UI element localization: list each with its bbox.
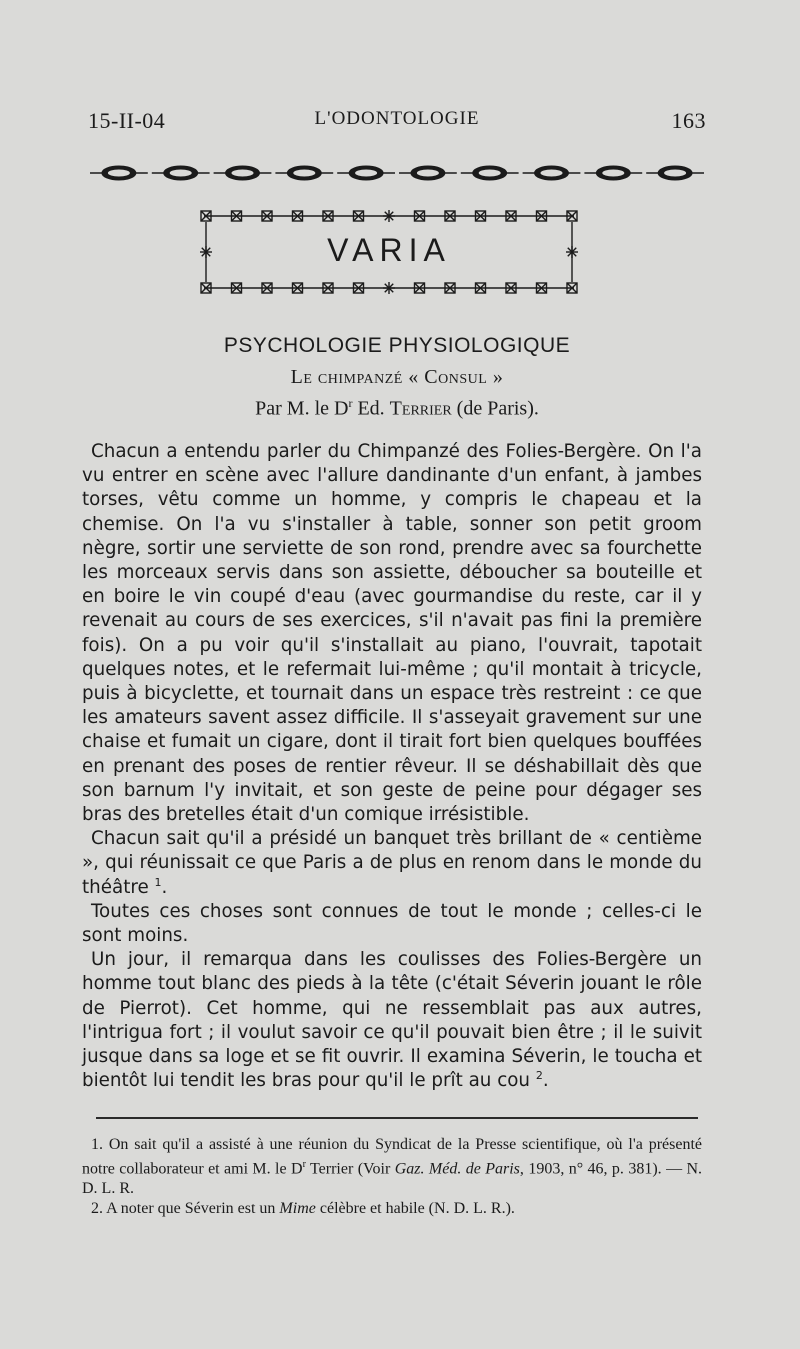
ornament-motif (399, 166, 457, 180)
footnote-1-text: 1. On sait qu'il a assisté à une réunion du Syndicat de la Presse scientifique, où l'a présenté notre collaborateur et ami M. le D (82, 1136, 702, 1178)
page-number: 163 (671, 108, 706, 133)
footnote-2-text: 2. A noter que Séverin est un (91, 1200, 280, 1218)
ornament-motif (646, 166, 704, 180)
ornament-motif (337, 166, 395, 180)
byline-author: Terrier (389, 397, 452, 420)
footnote-1-citation: Gaz. Méd. de Paris (394, 1160, 520, 1178)
ornament-motif (90, 166, 148, 180)
footnote-ref-2[interactable]: 2 (535, 1069, 543, 1083)
footnote-1-sup: r (302, 1159, 306, 1170)
ornament-motif (214, 166, 272, 180)
paragraph-2-text: Chacun sait qu'il a présidé un banquet très brillant de « centième », qui réunissait ce que Paris a de plus en renom dans le monde du théâtre (82, 828, 702, 898)
ornament-motif (523, 166, 581, 180)
paragraph-4-text: Un jour, il remarqua dans les coulisses des Folies-Bergère un homme tout blanc des pieds à la tête (c'était Séverin jouant le rôle de Pierrot). Cet homme, qui ne ressemblait pas aux autres, l'intrigua fort ; il voulut savoir ce qu'il pouvait bien être ; il le suivit jusque dans sa loge et se fit ouvrir. Il examina Séverin, le toucha et bientôt lui tendit les bras pour qu'il le prît au cou (82, 949, 702, 1092)
footnote-2-end: célèbre et habile (N. D. L. R.). (315, 1200, 515, 1218)
paragraph-1: Chacun a entendu parler du Chimpanzé des Folies-Bergère. On l'a vu entrer en scène avec l'allure dandinante d'un enfant, à jambes torses, vêtu comme un homme, y compris le chapeau et la chemise. On l'a vu s'installer à table, sonner son petit groom nègre, sortir une serviette de son rond, prendre avec sa fourchette les morceaux servis dans son assiette, déboucher sa bouteille et en boire le vin coupé d'eau (avec gourmandise du reste, car il y revenait au cours de ses exercices, s'il n'avait pas fini la première fois). On a pu voir qu'il s'installait au piano, l'ouvrait, tapotait quelques notes, et le refermait lui-même ; qu'il montait à tricycle, puis à bicyclette, et tournait dans un espace très restreint : ce que les amateurs savent assez difficile. Il s'asseyait gravement sur une chaise et fumait un cigare, dont il tirait fort bien quelques bouffées en prenant des poses de rentier rêveur. Il se déshabillait dès que son barnum l'y invitait, et son geste de peine pour dégager ses bras des bretelles était d'un comique irrésistible. (82, 441, 702, 826)
paragraph-4-end: . (542, 1070, 549, 1092)
paragraph-3: Toutes ces choses sont connues de tout le monde ; celles-ci le sont moins. (82, 900, 702, 947)
ornament-motif (461, 166, 519, 180)
varia-banner-title: VARIA (327, 232, 451, 268)
byline-prefix: Par M. le D (255, 397, 349, 420)
footnote-2-italic: Mime (279, 1200, 316, 1218)
running-head (88, 108, 706, 138)
paragraph-2-end: . (161, 876, 168, 898)
footnotes (82, 1135, 702, 1219)
ornament-motif (584, 166, 642, 180)
footnote-divider (96, 1117, 698, 1119)
section-heading: PSYCHOLOGIE PHYSIOLOGIQUE (223, 334, 571, 357)
footnote-1 (82, 1135, 702, 1199)
ornament-motif (275, 166, 333, 180)
byline-suffix: (de Paris). (451, 397, 539, 420)
paragraph-4 (82, 948, 702, 1093)
ornament-band (88, 162, 706, 184)
footnote-ref-1[interactable]: 1 (154, 875, 162, 889)
article-body (82, 440, 702, 1093)
article-subheading: Le chimpanzé « Consul » (290, 366, 504, 388)
byline-name-pre: Ed. (352, 397, 390, 420)
footnote-2 (82, 1199, 702, 1219)
paragraph-2 (82, 827, 702, 900)
article-byline (88, 396, 706, 421)
footnote-1-mid: Terrier (Voir (305, 1160, 395, 1178)
byline-sup: r (348, 396, 353, 410)
ornament-motif (152, 166, 210, 180)
journal-title: L'ODONTOLOGIE (314, 108, 480, 129)
issue-date: 15-II-04 (88, 108, 166, 133)
footnote-1-end: , 1903, n° 46, p. 381). — N. D. L. R. (82, 1160, 703, 1198)
